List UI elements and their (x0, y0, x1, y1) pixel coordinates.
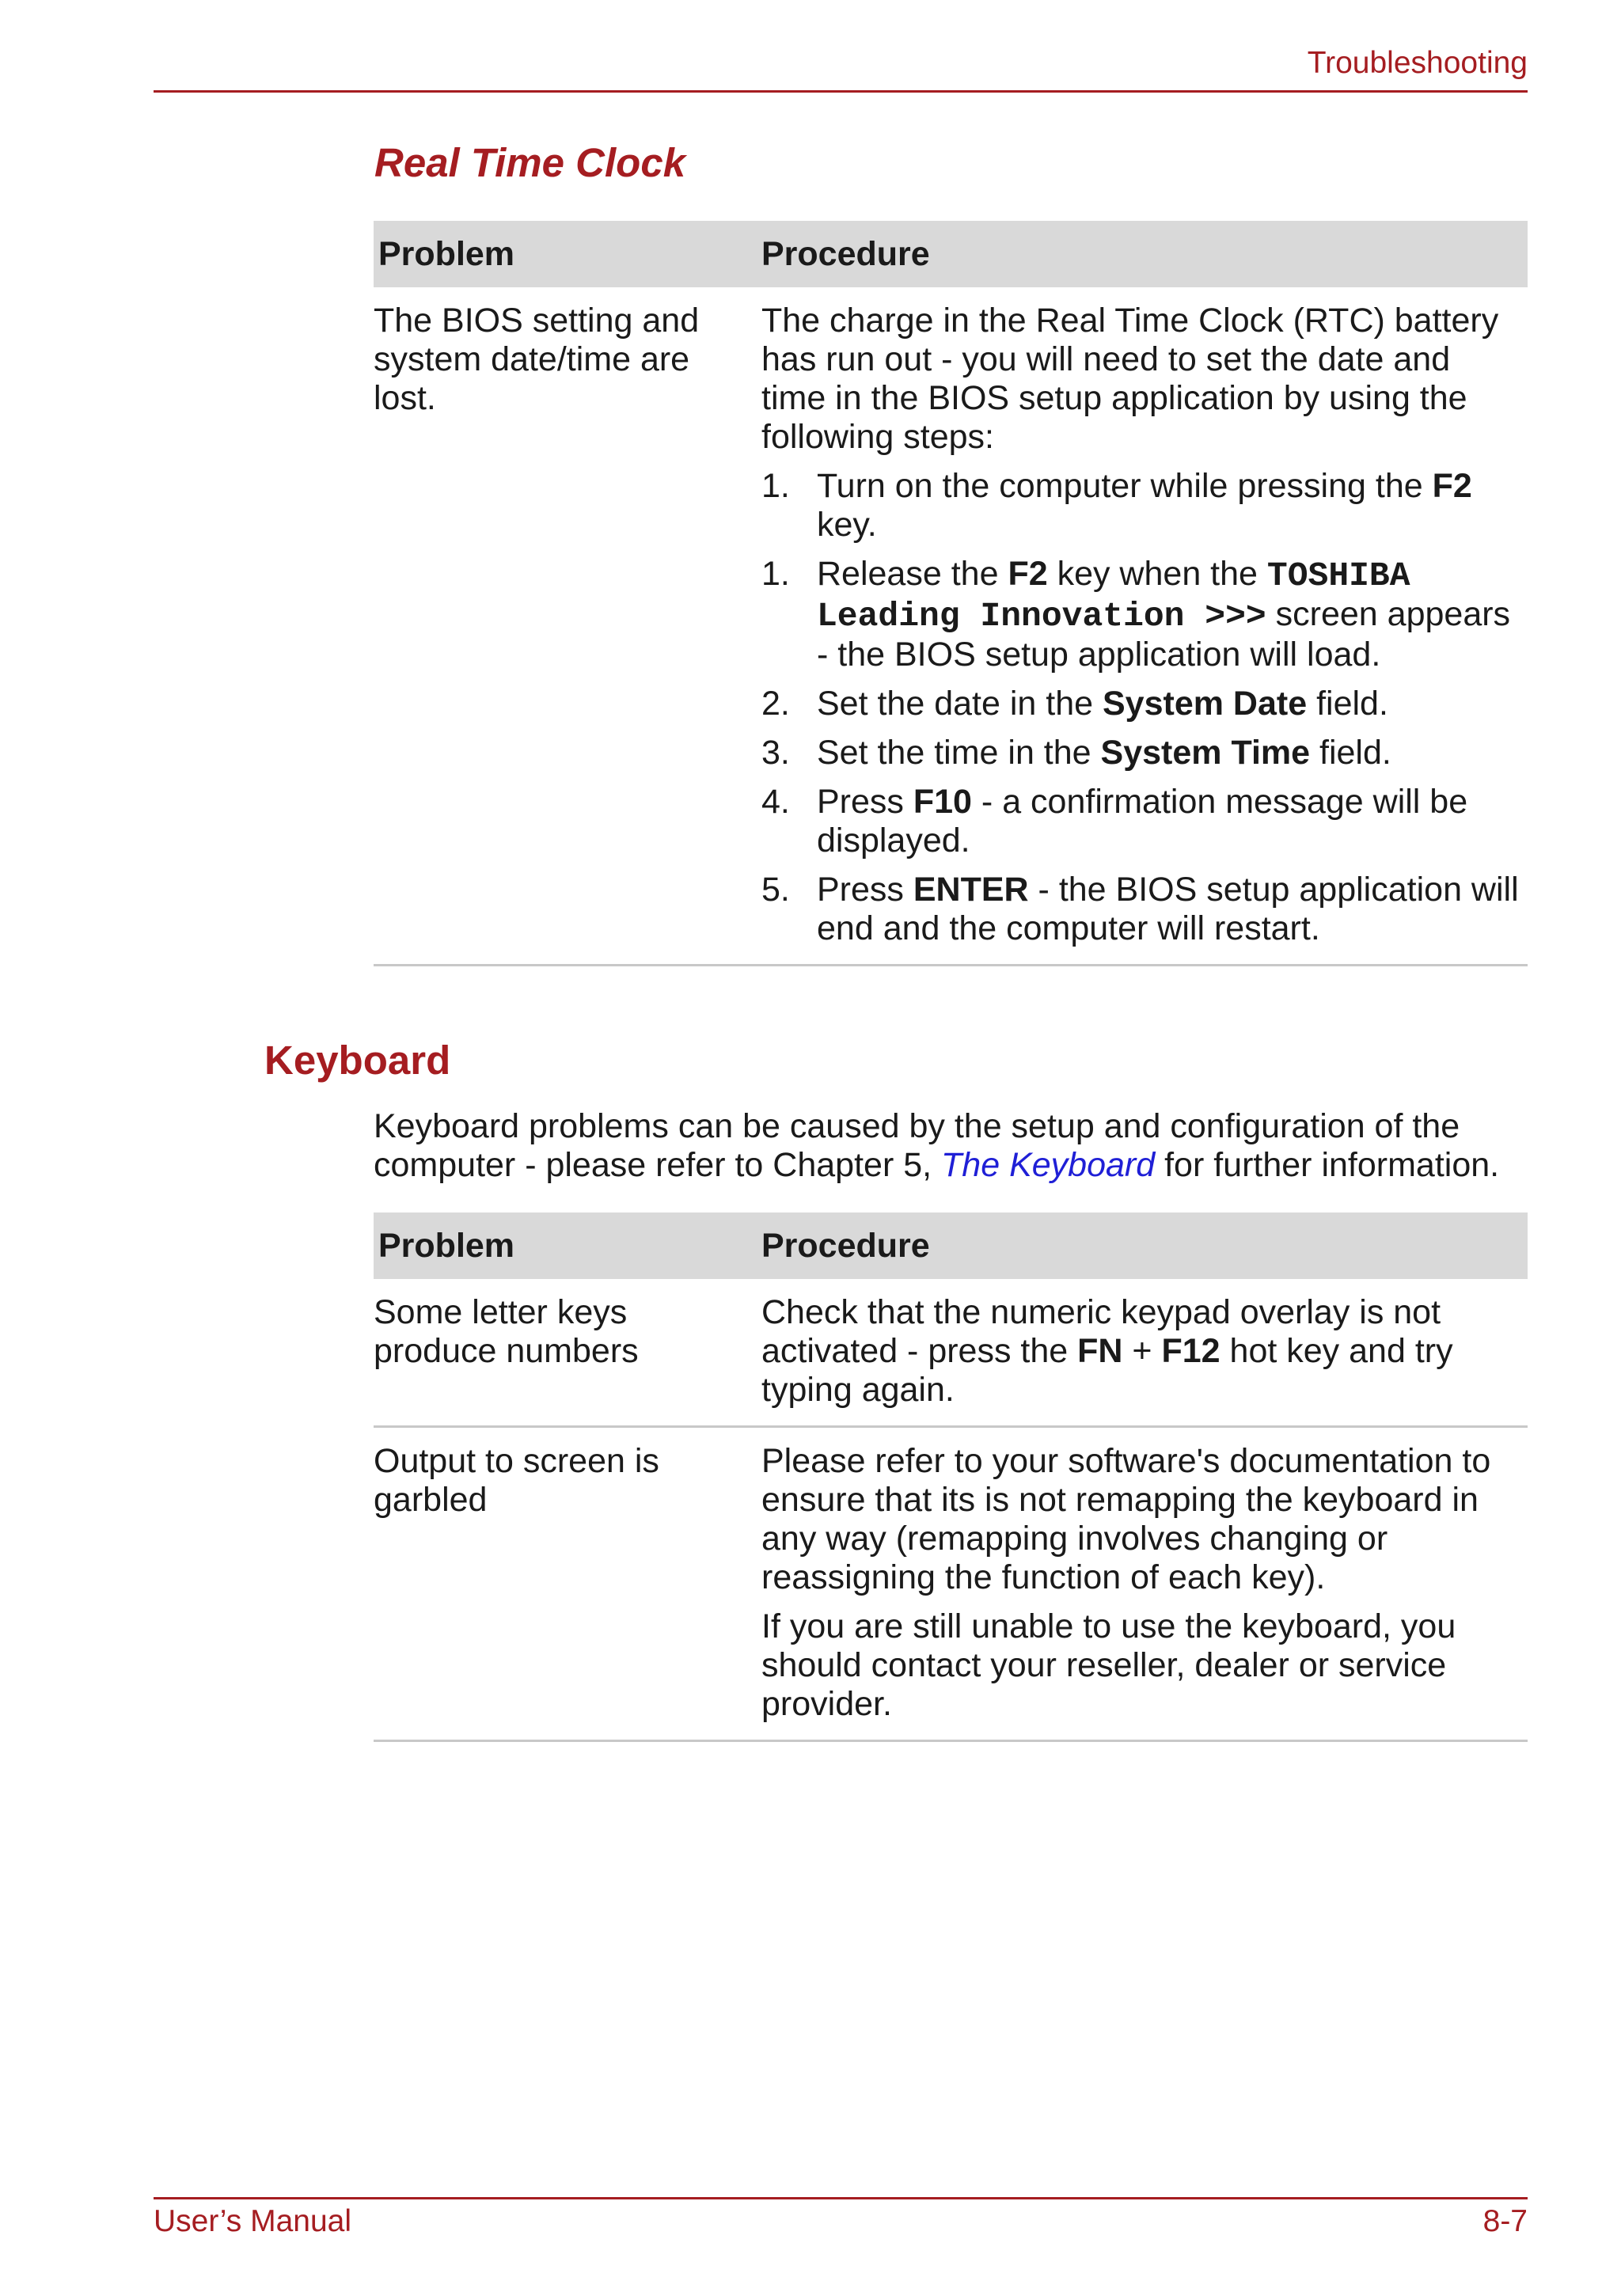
list-item: 5. Press ENTER - the BIOS setup application will end and the computer will restart. (761, 871, 1519, 947)
procedure-intro: The charge in the Real Time Clock (RTC) battery has run out - you will need to set the date and time in the BIOS setup application by using the following steps: (761, 302, 1499, 456)
footer-rule (154, 2197, 1528, 2199)
table-row (374, 1427, 1528, 1741)
rtc-table (374, 221, 1528, 966)
keyboard-intro: Keyboard problems can be caused by the setup and configuration of the computer - please refer to Chapter 5, The Keyboard for further information. (374, 1107, 1500, 1184)
col-header-problem: Problem (374, 1213, 757, 1279)
list-item: 4. Press F10 - a confirmation message will be displayed. (761, 783, 1468, 860)
problem-cell: Some letter keys produce numbers (374, 1279, 757, 1427)
procedure-steps (761, 467, 1523, 948)
table-row (374, 1279, 1528, 1427)
procedure-cell: Please refer to your software's documentation to ensure that its is not remapping the keyboard in any way (remapping involves changing or reassigning the function of each key). If you are still unable to use the keyboard, you should contact your reseller, dealer or service provider. (757, 1427, 1528, 1741)
chapter-link[interactable]: The Keyboard (941, 1146, 1156, 1184)
keyboard-table (374, 1213, 1528, 1742)
col-header-procedure: Procedure (757, 1213, 1528, 1279)
header-rule (154, 90, 1528, 93)
list-item: 1. Turn on the computer while pressing the F2 key. (761, 467, 1472, 544)
procedure-cell (757, 287, 1528, 966)
problem-cell: The BIOS setting and system date/time are lost. (374, 287, 757, 966)
col-header-problem: Problem (374, 221, 757, 287)
footer-manual-title: User’s Manual (154, 2204, 351, 2238)
running-header: Troubleshooting (1307, 46, 1528, 80)
list-item: 3. Set the time in the System Time field. (761, 734, 1391, 772)
boot-screen-text: TOSHIBA Leading Innovation >>> (817, 556, 1410, 636)
table-header-row (374, 1213, 1528, 1279)
table-row (374, 287, 1528, 966)
list-item: 2. Set the date in the System Date field. (761, 685, 1388, 723)
procedure-cell: Check that the numeric keypad overlay is not activated - press the FN + F12 hot key and try typing again. (757, 1279, 1528, 1427)
table-header-row (374, 221, 1528, 287)
problem-cell: Output to screen is garbled (374, 1427, 757, 1741)
page-number: 8-7 (1482, 2204, 1528, 2238)
col-header-procedure: Procedure (757, 221, 1528, 287)
section-heading-keyboard: Keyboard (264, 1038, 451, 1083)
section-heading-real-time-clock: Real Time Clock (374, 140, 686, 185)
list-item: 1. Release the F2 key when the TOSHIBA Leading Innovation >>> screen appears - the BIOS setup application will load. (761, 555, 1511, 674)
